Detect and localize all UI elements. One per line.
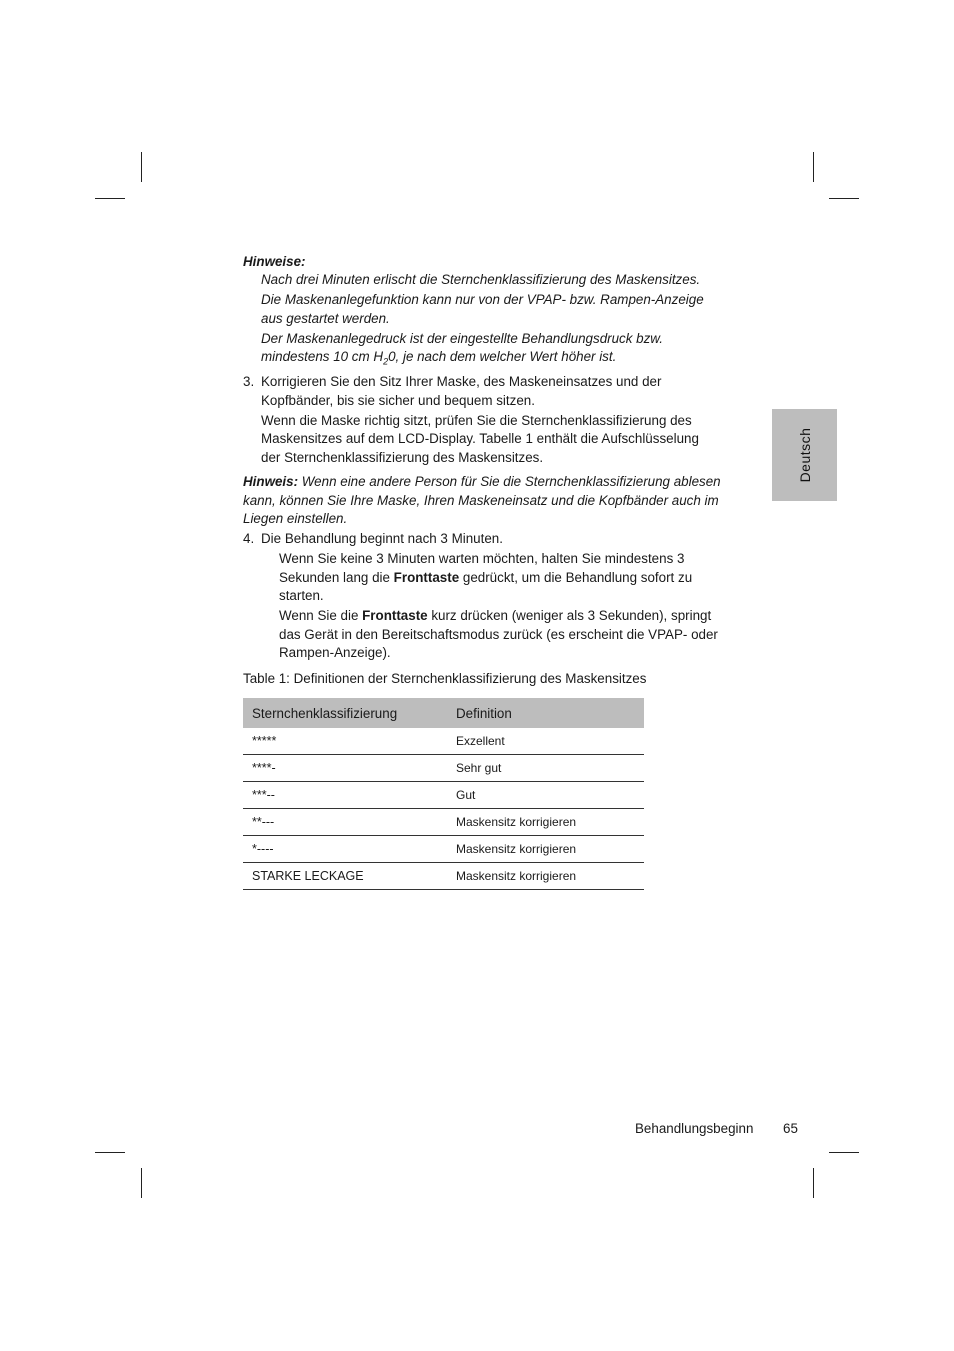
note-line: Nach drei Minuten erlischt die Sternchenklassifizierung des Maskensitzes. bbox=[261, 272, 701, 287]
step4-text: kurz drücken (weniger als 3 Sekunden), springt bbox=[427, 608, 712, 623]
table-row bbox=[243, 863, 644, 890]
table-row bbox=[243, 836, 644, 863]
step4-text: Wenn Sie die bbox=[279, 608, 363, 623]
table-row bbox=[243, 782, 644, 809]
step-number: 3. bbox=[243, 374, 255, 389]
note-line: Die Maskenanlegefunktion kann nur von der VPAP- bzw. Rampen-Anzeige bbox=[261, 292, 704, 307]
definition-cell: Maskensitz korrigieren bbox=[447, 836, 644, 863]
crop-mark bbox=[141, 152, 142, 182]
pressure-text: mindestens 10 cm H bbox=[261, 349, 384, 364]
definition-cell: Exzellent bbox=[447, 728, 644, 755]
step3-line: der Sternchenklassifizierung des Maskensitzes. bbox=[261, 450, 544, 465]
hint-line: Liegen einstellen. bbox=[243, 511, 348, 526]
definition-cell: Maskensitz korrigieren bbox=[447, 809, 644, 836]
table-caption: Table 1: Definitionen der Sternchenklassifizierung des Maskensitzes bbox=[243, 671, 647, 686]
crop-mark bbox=[829, 198, 859, 199]
hint-label: Hinweis: bbox=[243, 474, 299, 489]
rating-cell: ****- bbox=[243, 755, 447, 782]
step4-text: gedrückt, um die Behandlung sofort zu bbox=[459, 570, 693, 585]
crop-mark bbox=[95, 1152, 125, 1153]
definition-cell: Sehr gut bbox=[447, 755, 644, 782]
step4-line: Wenn Sie keine 3 Minuten warten möchten, halten Sie mindestens 3 bbox=[279, 551, 685, 566]
step4-line: Rampen-Anzeige). bbox=[279, 645, 391, 660]
hint-text: Wenn eine andere Person für Sie die Sternchenklassifizierung ablesen bbox=[298, 474, 721, 489]
step4-line bbox=[279, 606, 711, 625]
rating-cell: STARKE LECKAGE bbox=[243, 863, 447, 890]
fronttaste-label: Fronttaste bbox=[362, 608, 428, 623]
hint-line: kann, können Sie Ihre Maske, Ihren Maskeneinsatz und die Kopfbänder auch im bbox=[243, 493, 719, 508]
step-number: 4. bbox=[243, 531, 255, 546]
table-header-row bbox=[243, 698, 644, 728]
rating-cell: *---- bbox=[243, 836, 447, 863]
crop-mark bbox=[141, 1168, 142, 1198]
crop-mark bbox=[829, 1152, 859, 1153]
rating-table bbox=[243, 698, 644, 890]
crop-mark bbox=[95, 198, 125, 199]
page-number: 65 bbox=[783, 1121, 798, 1136]
step4-line bbox=[279, 568, 692, 587]
fronttaste-label: Fronttaste bbox=[393, 570, 460, 585]
definition-cell: Maskensitz korrigieren bbox=[447, 863, 644, 890]
note-line: aus gestartet werden. bbox=[261, 311, 390, 326]
crop-mark bbox=[813, 152, 814, 182]
footer-section-title: Behandlungsbeginn bbox=[635, 1121, 754, 1136]
rating-cell: ***-- bbox=[243, 782, 447, 809]
step3-line: Korrigieren Sie den Sitz Ihrer Maske, des Maskeneinsatzes und der bbox=[261, 374, 662, 389]
step4-line: das Gerät in den Bereitschaftsmodus zurück (es erscheint die VPAP- oder bbox=[279, 627, 718, 642]
step4-line: starten. bbox=[279, 588, 324, 603]
step3-line: Kopfbänder, bis sie sicher und bequem sitzen. bbox=[261, 393, 535, 408]
step3-line: Maskensitzes auf dem LCD-Display. Tabelle 1 enthält die Aufschlüsselung bbox=[261, 431, 699, 446]
pressure-subscript: 2 bbox=[383, 356, 389, 367]
pressure-text-rest: 0, je nach dem welcher Wert höher ist. bbox=[388, 349, 617, 364]
definition-cell: Gut bbox=[447, 782, 644, 809]
table-row bbox=[243, 728, 644, 755]
step3-line: Wenn die Maske richtig sitzt, prüfen Sie die Sternchenklassifizierung des bbox=[261, 413, 692, 428]
step4-line: Die Behandlung beginnt nach 3 Minuten. bbox=[261, 531, 503, 546]
notes-heading: Hinweise: bbox=[243, 254, 306, 269]
rating-cell: ***** bbox=[243, 728, 447, 755]
rating-cell: **--- bbox=[243, 809, 447, 836]
crop-mark bbox=[813, 1168, 814, 1198]
language-tab bbox=[772, 409, 837, 501]
step4-text: Sekunden lang die bbox=[279, 570, 394, 585]
table-row bbox=[243, 755, 644, 782]
note-pressure-line bbox=[261, 347, 616, 372]
language-tab-label: Deutsch bbox=[796, 427, 813, 483]
column-header: Definition bbox=[447, 698, 644, 728]
note-line: Der Maskenanlegedruck ist der eingestellte Behandlungsdruck bzw. bbox=[261, 331, 663, 346]
table-row bbox=[243, 809, 644, 836]
column-header: Sternchenklassifizierung bbox=[243, 698, 447, 728]
hint-line bbox=[243, 472, 721, 491]
